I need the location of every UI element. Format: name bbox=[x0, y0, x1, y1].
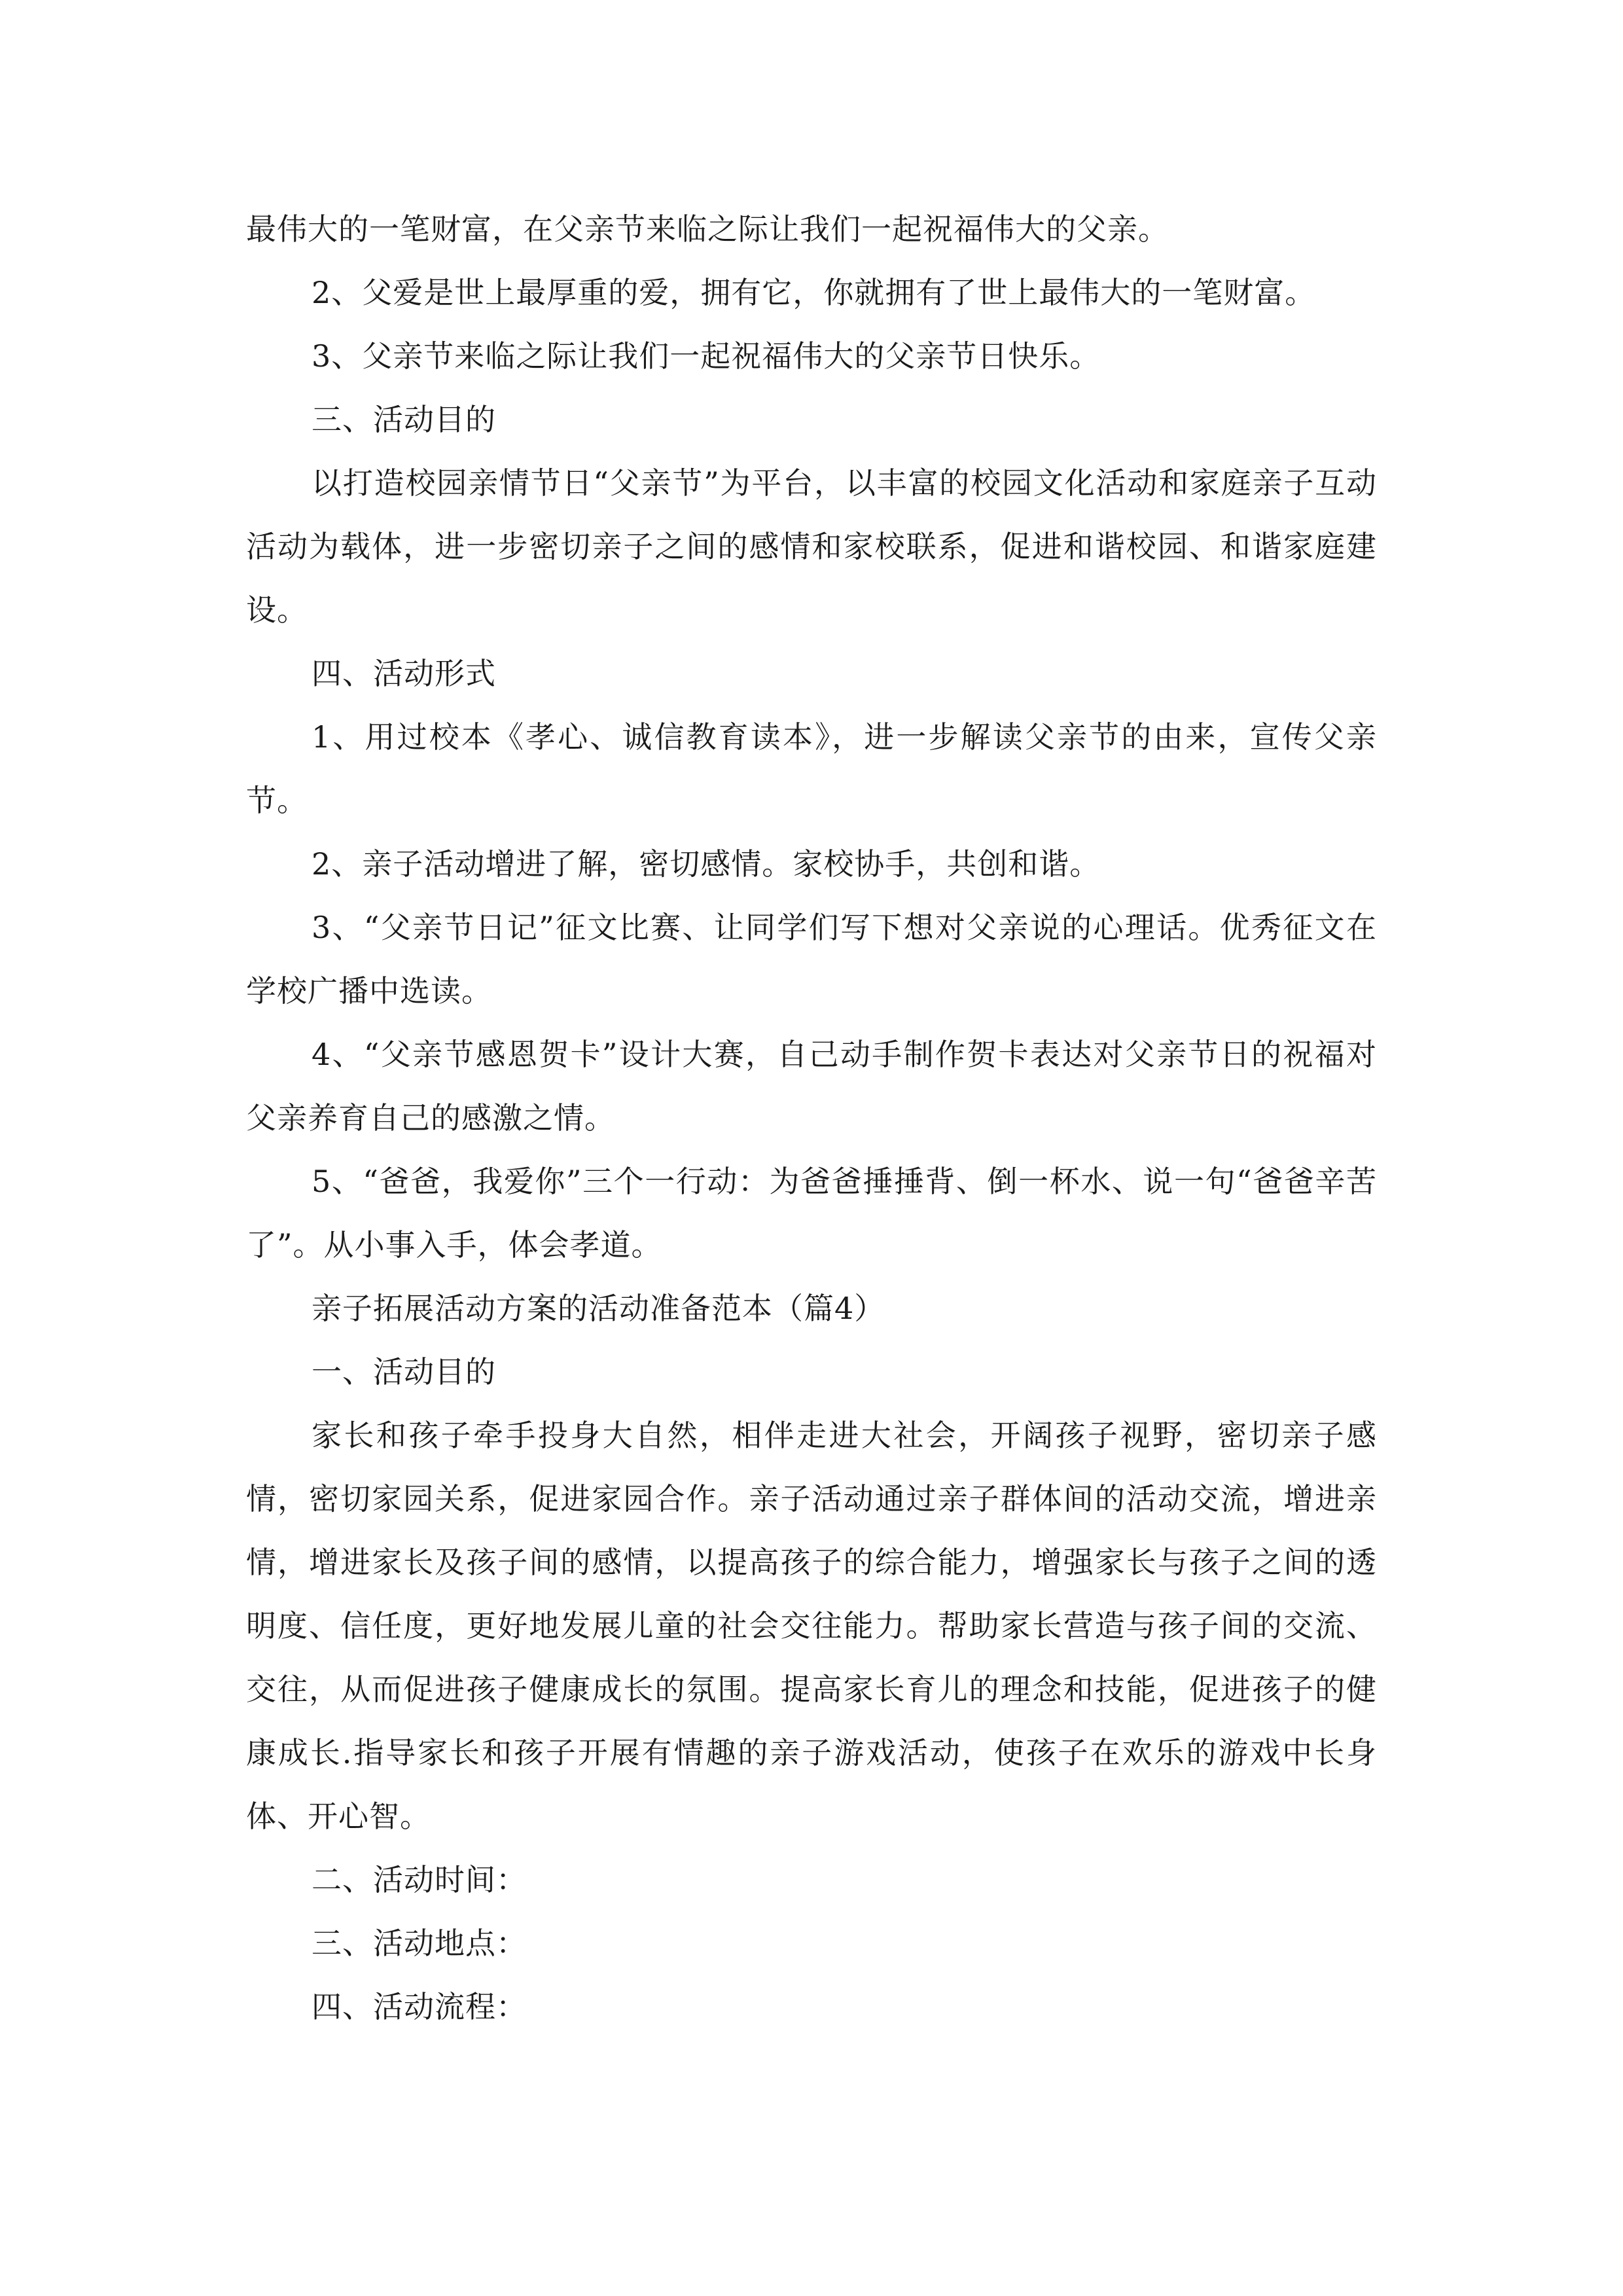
section-heading-activity-time: 二、活动时间： bbox=[312, 1862, 527, 1897]
paragraph-form-item-5: 5、“爸爸，我爱你”三个一行动：为爸爸捶捶背、倒一杯水、说一句“爸爸辛苦了”。从小事入手，体会孝道。 bbox=[246, 1164, 1377, 1263]
paragraph-form-item-1: 1、用过校本《孝心、诚信教育读本》，进一步解读父亲节的由来，宣传父亲节。 bbox=[246, 719, 1377, 818]
section-heading-activity-purpose: 三、活动目的 bbox=[312, 402, 496, 437]
paragraph-purpose-description: 家长和孩子牵手投身大自然，相伴走进大社会，开阔孩子视野，密切亲子感情，密切家园关系，促进家园合作。亲子活动通过亲子群体间的活动交流，增进亲情，增进家长及孩子间的感情，以提高孩子的综合能力，增强家长与孩子之间的透明度、信任度，更好地发展儿童的社会交往能力。帮助家长营造与孩子间的交流、交往，从而促进孩子健康成长的氛围。提高家长育儿的理念和技能，促进孩子的健康成长.指导家长和孩子开展有情趣的亲子游戏活动，使孩子在欢乐的游戏中长身体、开心智。 bbox=[246, 1418, 1377, 1834]
paragraph-item-3: 3、父亲节来临之际让我们一起祝福伟大的父亲节日快乐。 bbox=[312, 338, 1101, 374]
section-heading-purpose: 一、活动目的 bbox=[312, 1354, 496, 1390]
section-heading-activity-form: 四、活动形式 bbox=[312, 656, 496, 691]
paragraph-form-item-2: 2、亲子活动增进了解，密切感情。家校协手，共创和谐。 bbox=[312, 846, 1101, 882]
paragraph-purpose-body: 以打造校园亲情节日“父亲节”为平台，以丰富的校园文化活动和家庭亲子互动活动为载体，进一步密切亲子之间的感情和家校联系，促进和谐校园、和谐家庭建设。 bbox=[246, 465, 1377, 628]
document-section-title: 亲子拓展活动方案的活动准备范本（篇4） bbox=[312, 1291, 885, 1326]
paragraph-item-2: 2、父爱是世上最厚重的爱，拥有它，你就拥有了世上最伟大的一笔财富。 bbox=[312, 275, 1316, 310]
section-heading-activity-process: 四、活动流程： bbox=[312, 1989, 527, 2024]
document-body bbox=[246, 198, 1377, 2039]
paragraph-continuation: 最伟大的一笔财富，在父亲节来临之际让我们一起祝福伟大的父亲。 bbox=[246, 211, 1169, 247]
section-heading-activity-location: 三、活动地点： bbox=[312, 1926, 527, 1961]
paragraph-form-item-4: 4、“父亲节感恩贺卡”设计大赛，自己动手制作贺卡表达对父亲节日的祝福对父亲养育自己的感激之情。 bbox=[246, 1037, 1377, 1136]
paragraph-form-item-3: 3、“父亲节日记”征文比赛、让同学们写下想对父亲说的心理话。优秀征文在学校广播中选读。 bbox=[246, 910, 1377, 1009]
